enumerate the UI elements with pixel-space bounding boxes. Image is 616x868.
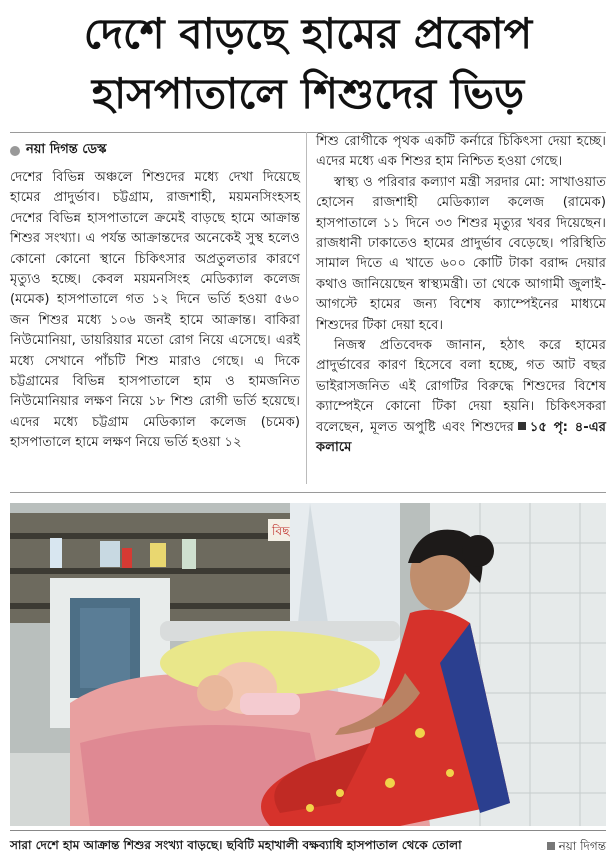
continuation-link[interactable]: ১৫ পৃ: ৪-এর কলামে [316, 419, 607, 456]
photo-caption [10, 830, 606, 861]
headline [0, 4, 616, 124]
news-photo [10, 503, 606, 826]
bullet-icon [10, 146, 20, 156]
photo-top-rule [10, 492, 606, 493]
byline [10, 140, 106, 161]
caption-text: সারা দেশে হাম আক্রান্ত শিশুর সংখ্যা বাড়ছে। ছবিটি মহাখালী বক্ষব্যাধি হাসপাতাল থেকে তোলা [10, 838, 462, 852]
wall-sign-text: বিছ [272, 524, 290, 538]
article-paragraph: শিশু রোগীকে পৃথক একটি কর্নারে চিকিৎসা দেয়া হচ্ছে। এদের মধ্যে এক শিশুর হাম নিশ্চিত হওয়া গেছে। [316, 134, 606, 170]
photo-credit [547, 831, 606, 861]
byline-text: নয়া দিগন্ত ডেস্ক [26, 142, 107, 157]
column-divider [306, 132, 307, 484]
square-bullet-icon [518, 422, 526, 430]
headline-line-2: হাসপাতালে শিশুদের ভিড় [91, 69, 525, 118]
article-paragraph [316, 336, 606, 458]
hospital-scene-image [10, 503, 606, 826]
square-bullet-icon [547, 842, 555, 850]
article-paragraph: দেশের বিভিন্ন অঞ্চলে শিশুদের মধ্যে দেখা দিয়েছে হামের প্রাদুর্ভাব। চট্টগ্রাম, রাজশাহী, ময়মনসিংহসহ দেশের বিভিন্ন হাসপাতালে ক্রমেই বাড়ছে হামে আক্রান্ত শিশুর সংখ্যা। এ পর্যন্ত আক্রান্তদের অনেকেই সুস্থ হলেও কোনো কোনো স্থানে চিকিৎসার অপ্রতুলতার কারণে মৃত্যুও হচ্ছে। কেবল ময়মনসিংহ মেডিক্যাল কলেজ (মমেক) হাসপাতালে গত ১২ দিনে ভর্তি হওয়া ৫৬০ জন শিশুর মধ্যে ১০৬ জনই হামে আক্রান্ত। বাকিরা নিউমোনিয়া, ডায়রিয়ার মতো রোগ নিয়ে এসেছে। এরই মধ্যে সেখানে পাঁচটি শিশু মারাও গেছে। এ দিকে চট্টগ্রামের বিভিন্ন হাসপাতালে হাম ও হামজনিত নিউমোনিয়ার লক্ষণ নিয়ে ১৮ শিশু রোগী ভর্তি হয়েছে। এদের মধ্যে চট্টগ্রাম মেডিক্যাল কলেজ (চমেক) হাসপাতালে হামে লক্ষণ নিয়ে ভর্তি হওয়া ১২ [10, 170, 300, 451]
article-column-right [316, 132, 606, 459]
article-column-left [10, 168, 300, 454]
photo-credit-text: নয়া দিগন্ত [558, 839, 606, 853]
headline-line-1: দেশে বাড়ছে হামের প্রকোপ [83, 9, 533, 58]
article-paragraph: স্বাস্থ্য ও পরিবার কল্যাণ মন্ত্রী সরদার মো: সাখাওয়াত হোসেন রাজশাহী মেডিক্যাল কলেজ (রামেক) হাসপাতালে ১১ দিনে ৩৩ শিশুর মৃত্যুর খবর দিয়েছেন। রাজধানী ঢাকাতেও হামের প্রাদুর্ভাব বেড়েছে। পরিস্থিতি সামাল দিতে এ খাতে ৬০০ কোটি টাকা বরাদ্দ দেয়ার কথাও জানিয়েছেন স্বাস্থ্যমন্ত্রী। তা থেকে আগামী জুলাই-আগস্টে হামের জন্য বিশেষ ক্যাম্পেইনের মাধ্যমে শিশুদের টিকা দেয়া হবে। [316, 174, 606, 333]
article-paragraph-text: নিজস্ব প্রতিবেদক জানান, হঠাৎ করে হামের প্রাদুর্ভাবের কারণ হিসেবে বলা হচ্ছে, গত আট বছর ভাইরাসজনিত এই রোগটির বিরুদ্ধে শিশুদের বিশেষ ক্যাম্পেইনে কোনো টিকা দেয়া হয়নি। চিকিৎসকরা বলেছেন, মূলত অপুষ্টি এবং শিশুদের [316, 338, 606, 435]
